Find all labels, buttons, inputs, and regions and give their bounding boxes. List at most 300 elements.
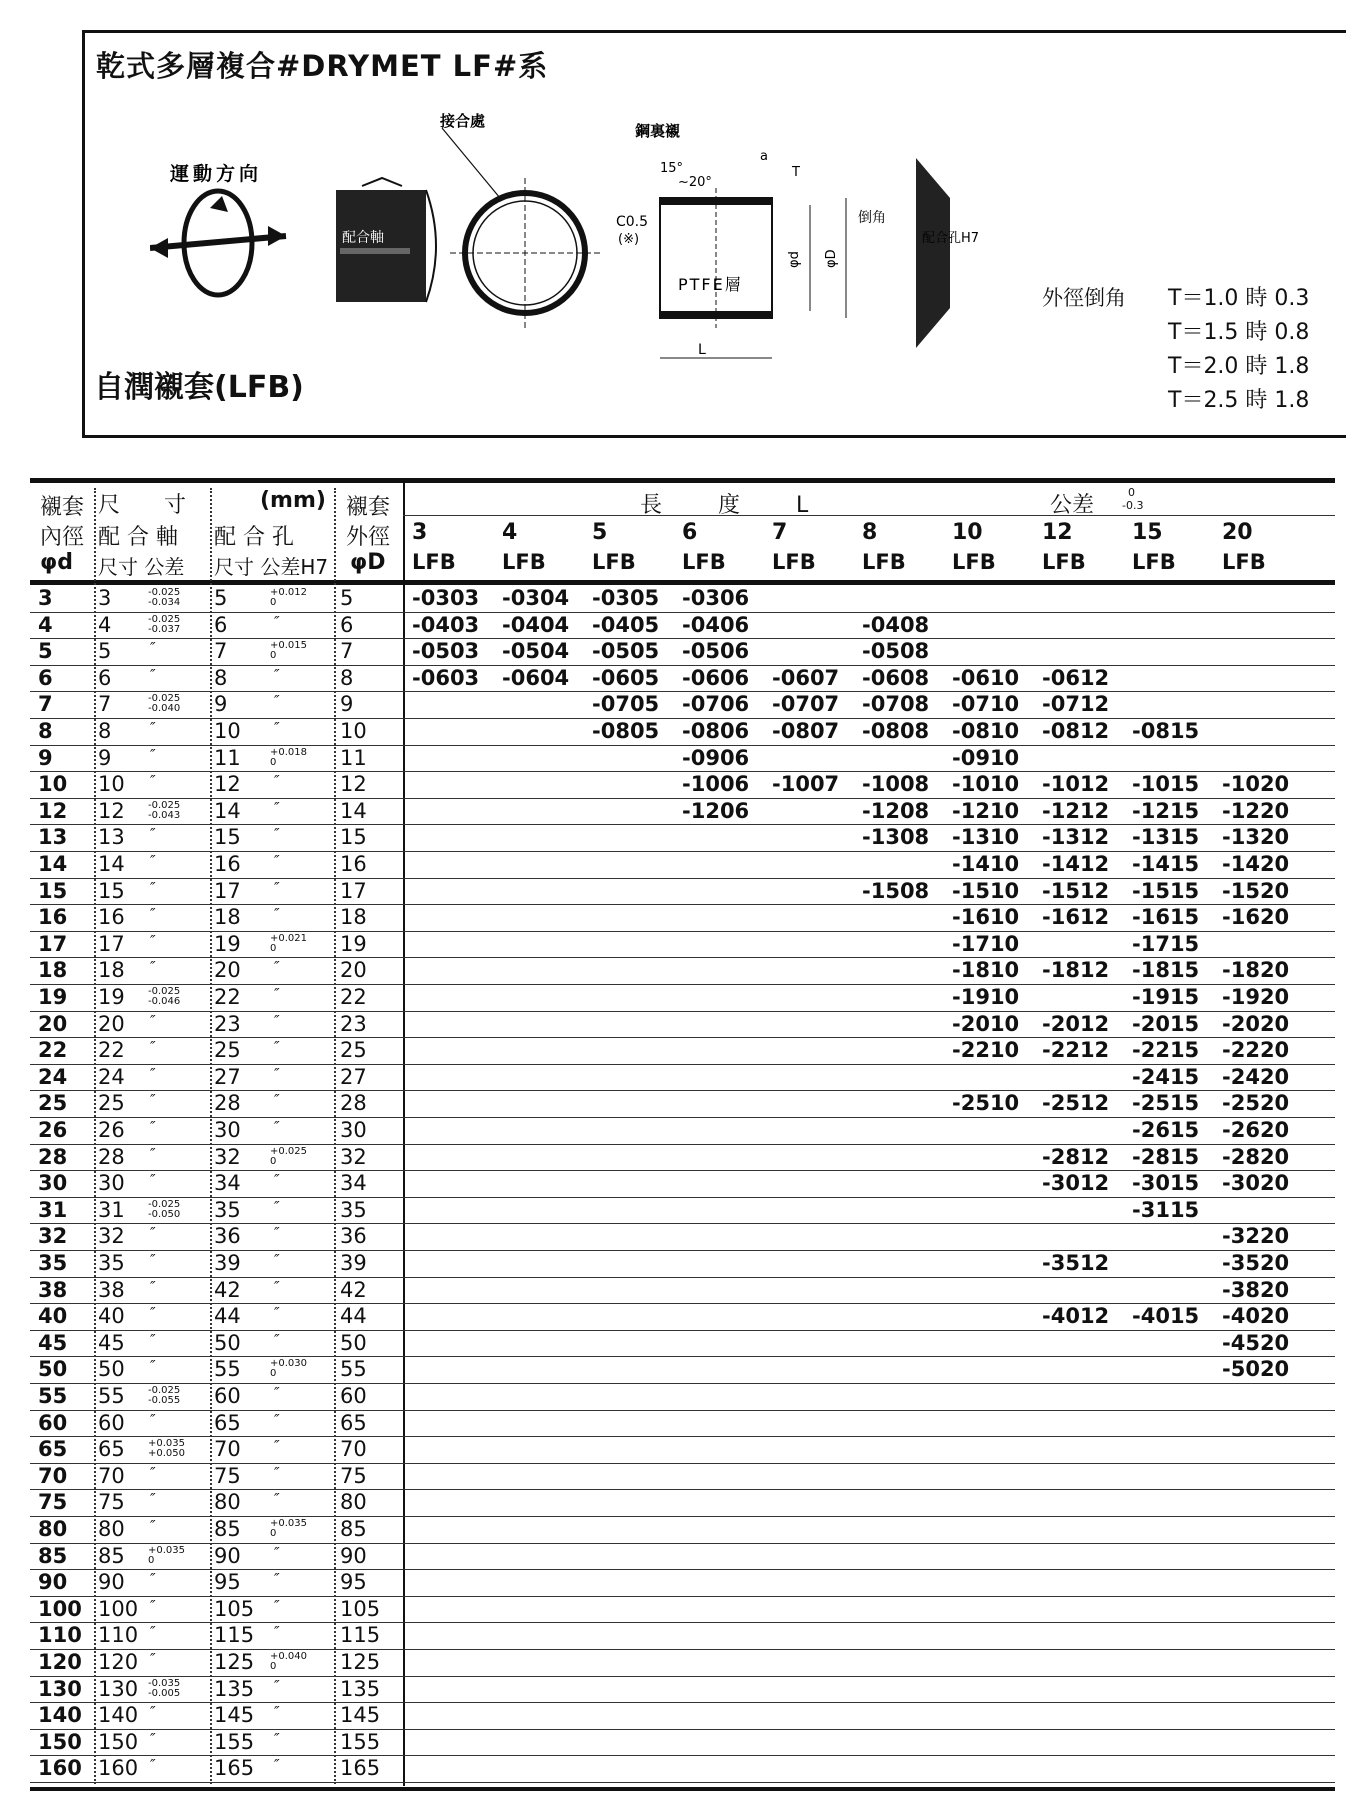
hole-tolerance: ″ <box>274 1277 280 1296</box>
outer-diameter: 125 <box>340 1650 381 1674</box>
shaft-tolerance: ″ <box>150 1091 156 1110</box>
part-number: -0508 <box>862 639 930 664</box>
part-number: -5020 <box>1222 1357 1290 1382</box>
hole-tolerance: ″ <box>274 1437 280 1456</box>
outer-diameter: 18 <box>340 905 367 930</box>
outer-diameter: 15 <box>340 825 367 850</box>
hole-size: 15 <box>214 825 241 850</box>
hole-tolerance: +0.018 0 <box>270 746 308 768</box>
hole-size: 44 <box>214 1304 241 1329</box>
hole-size: 135 <box>214 1676 255 1701</box>
outer-diameter: 19 <box>340 931 367 956</box>
inner-diameter: 130 <box>38 1676 82 1701</box>
outer-diameter: 11 <box>340 745 367 770</box>
product-name: 自潤襯套(LFB) <box>94 370 304 405</box>
part-number: -1920 <box>1222 985 1290 1009</box>
hole-tolerance: ″ <box>274 612 280 631</box>
shaft-size: 60 <box>98 1410 125 1435</box>
shaft-tolerance: ″ <box>150 1357 156 1376</box>
h-inner-3: φd <box>40 550 73 575</box>
h-tol: 公差 <box>1050 493 1095 518</box>
shaft-tolerance: ″ <box>150 1517 156 1535</box>
hole-size: 23 <box>214 1011 241 1036</box>
part-number: -0706 <box>682 692 750 717</box>
hole-tolerance: ″ <box>274 905 280 924</box>
h-mm: (mm) <box>260 488 326 513</box>
part-number: -2620 <box>1222 1118 1290 1142</box>
svg-text:a: a <box>760 149 768 164</box>
part-number: -1206 <box>682 798 750 823</box>
h-outer-1: 襯套 <box>346 495 391 520</box>
shaft-size: 65 <box>98 1437 125 1462</box>
part-number: -3115 <box>1132 1197 1200 1222</box>
part-number: -1210 <box>952 798 1020 823</box>
shaft-tolerance: -0.025 -0.037 <box>148 613 181 635</box>
svg-text:φd: φd <box>787 251 802 268</box>
part-number: -0603 <box>412 665 480 690</box>
part-number: -1208 <box>862 798 930 823</box>
hole-size: 14 <box>214 798 241 823</box>
shaft-tolerance: ″ <box>150 639 156 658</box>
inner-diameter: 70 <box>38 1463 68 1488</box>
part-number: -1008 <box>862 772 930 797</box>
shaft-tolerance: ″ <box>150 1330 156 1349</box>
outer-diameter: 145 <box>340 1703 381 1728</box>
part-number: -1020 <box>1222 772 1290 797</box>
part-number: -2210 <box>952 1038 1020 1063</box>
outer-diameter: 17 <box>340 878 367 903</box>
hole-tolerance: ″ <box>274 772 280 791</box>
part-number: -0810 <box>952 719 1020 743</box>
hole-tolerance: ″ <box>274 1703 280 1722</box>
shaft-size: 80 <box>98 1517 125 1541</box>
shaft-size: 5 <box>98 639 112 664</box>
inner-diameter: 14 <box>38 852 68 876</box>
shaft-tolerance: ″ <box>150 1729 156 1748</box>
shaft-size: 4 <box>98 612 112 637</box>
part-number: -1007 <box>772 772 840 797</box>
hole-tolerance: ″ <box>274 692 280 711</box>
hole-size: 85 <box>214 1517 241 1541</box>
hole-tolerance: ″ <box>274 1064 280 1083</box>
outer-diameter: 44 <box>340 1304 367 1329</box>
svg-text:倒角: 倒角 <box>858 210 886 226</box>
hole-size: 19 <box>214 931 241 956</box>
outer-diameter: 12 <box>340 772 367 797</box>
h-outer-3: φD <box>350 550 386 575</box>
hole-tolerance: ″ <box>274 1304 280 1323</box>
shaft-size: 150 <box>98 1729 139 1754</box>
hole-size: 75 <box>214 1463 241 1488</box>
outer-diameter: 35 <box>340 1197 367 1222</box>
length-header: 15 <box>1132 520 1163 545</box>
svg-text:(※): (※) <box>618 232 640 247</box>
part-number: -1515 <box>1132 878 1200 903</box>
inner-diameter: 30 <box>38 1171 68 1196</box>
inner-diameter: 15 <box>38 878 68 903</box>
hole-size: 30 <box>214 1118 241 1142</box>
hole-size: 80 <box>214 1490 241 1515</box>
outer-diameter: 8 <box>340 665 354 690</box>
lfb-label: LFB <box>772 550 816 574</box>
part-number: -2515 <box>1132 1091 1200 1116</box>
bushing-diagram <box>150 108 1010 398</box>
hole-tolerance: ″ <box>274 1570 280 1589</box>
part-number: -1015 <box>1132 772 1200 797</box>
part-number: -1412 <box>1042 852 1110 876</box>
hole-size: 20 <box>214 958 241 983</box>
shaft-size: 130 <box>98 1676 139 1701</box>
hole-tolerance: ″ <box>274 852 280 870</box>
shaft-size: 35 <box>98 1251 125 1275</box>
shaft-size: 55 <box>98 1384 125 1408</box>
shaft-size: 160 <box>98 1756 139 1781</box>
part-number: -2520 <box>1222 1091 1290 1116</box>
outer-diameter: 7 <box>340 639 354 664</box>
hole-tolerance: ″ <box>274 1676 280 1695</box>
shaft-tolerance: ″ <box>150 1064 156 1083</box>
hole-tolerance: +0.012 0 <box>270 587 308 608</box>
part-number: -1010 <box>952 772 1020 797</box>
col-sep <box>94 488 96 1784</box>
outer-diameter: 50 <box>340 1330 367 1355</box>
shaft-size: 10 <box>98 772 125 797</box>
part-number: -2015 <box>1132 1011 1200 1036</box>
part-number: -0504 <box>502 639 570 664</box>
shaft-tolerance: ″ <box>150 852 156 870</box>
outer-diameter: 22 <box>340 985 367 1009</box>
hole-tolerance: +0.035 0 <box>270 1518 308 1539</box>
joint-label: 接合處 <box>440 112 486 130</box>
hole-size: 8 <box>214 665 228 690</box>
svg-text:15°: 15° <box>660 161 684 176</box>
inner-diameter: 25 <box>38 1091 68 1116</box>
shaft-size: 50 <box>98 1357 125 1382</box>
hole-size: 60 <box>214 1384 241 1408</box>
length-header: 8 <box>862 520 878 545</box>
inner-diameter: 17 <box>38 931 68 956</box>
hole-tolerance: ″ <box>274 1330 280 1349</box>
length-header: 4 <box>502 520 518 545</box>
inner-diameter: 38 <box>38 1277 68 1302</box>
outer-diameter: 16 <box>340 852 367 876</box>
part-number: -0812 <box>1042 719 1110 743</box>
hole-size: 25 <box>214 1038 241 1063</box>
shaft-size: 7 <box>98 692 112 717</box>
inner-diameter: 28 <box>38 1144 68 1169</box>
inner-diameter: 18 <box>38 958 68 983</box>
outer-diameter: 10 <box>340 719 367 743</box>
part-number: -1612 <box>1042 905 1110 930</box>
part-number: -3220 <box>1222 1224 1290 1249</box>
h-inner-2: 內徑 <box>40 525 85 550</box>
part-number: -0604 <box>502 665 570 690</box>
shaft-tolerance: ″ <box>150 1118 156 1136</box>
hole-tolerance: ″ <box>274 719 280 737</box>
outer-diameter: 165 <box>340 1756 381 1781</box>
shaft-label: 配合軸 <box>342 230 384 246</box>
outer-diameter: 6 <box>340 612 354 637</box>
hole-tolerance: +0.025 0 <box>270 1145 308 1167</box>
col-sep <box>334 488 336 1784</box>
hole-size: 155 <box>214 1729 255 1754</box>
shaft-size: 40 <box>98 1304 125 1329</box>
shaft-tolerance: -0.025 -0.050 <box>148 1198 181 1220</box>
header-subrule <box>403 515 1335 516</box>
hole-size: 42 <box>214 1277 241 1302</box>
inner-diameter: 80 <box>38 1517 68 1541</box>
table-header-rule <box>30 580 1335 585</box>
lfb-label: LFB <box>1222 550 1266 574</box>
hole-size: 125 <box>214 1650 255 1674</box>
shaft-tolerance: -0.025 -0.034 <box>148 587 181 608</box>
part-number: -0404 <box>502 612 570 637</box>
hole-tolerance: ″ <box>274 1171 280 1190</box>
shaft-size: 100 <box>98 1596 139 1621</box>
inner-diameter: 85 <box>38 1543 68 1568</box>
hole-tolerance: ″ <box>274 1463 280 1482</box>
part-number: -0505 <box>592 639 660 664</box>
hole-size: 22 <box>214 985 241 1009</box>
hole-tolerance: ″ <box>274 1118 280 1136</box>
part-number: -1420 <box>1222 852 1290 876</box>
inner-diameter: 120 <box>38 1650 82 1674</box>
shaft-tolerance: ″ <box>150 1171 156 1190</box>
part-number: -0605 <box>592 665 660 690</box>
part-number: -3020 <box>1222 1171 1290 1196</box>
hole-size: 12 <box>214 772 241 797</box>
hole-tolerance: ″ <box>274 825 280 844</box>
shaft-size: 20 <box>98 1011 125 1036</box>
inner-diameter: 32 <box>38 1224 68 1249</box>
part-number: -0503 <box>412 639 480 664</box>
inner-diameter: 160 <box>38 1756 82 1781</box>
outer-diameter: 9 <box>340 692 354 717</box>
shaft-size: 120 <box>98 1650 139 1674</box>
part-number: -0306 <box>682 586 750 610</box>
shaft-tolerance: ″ <box>150 1623 156 1642</box>
shaft-tolerance: ″ <box>150 1756 156 1775</box>
outer-diameter: 23 <box>340 1011 367 1036</box>
shaft-size: 45 <box>98 1330 125 1355</box>
part-number: -1006 <box>682 772 750 797</box>
part-number: -3012 <box>1042 1171 1110 1196</box>
hole-tolerance: ″ <box>274 1224 280 1243</box>
inner-diameter: 3 <box>38 586 53 610</box>
part-number: -0408 <box>862 612 930 637</box>
h-shaft: 配 合 軸 <box>98 525 178 550</box>
outer-diameter: 5 <box>340 586 354 610</box>
hole-size: 9 <box>214 692 228 717</box>
inner-diameter: 110 <box>38 1623 82 1648</box>
inner-diameter: 45 <box>38 1330 68 1355</box>
inner-diameter: 90 <box>38 1570 68 1595</box>
chamfer-row: T＝2.0 時 1.8 <box>1168 354 1310 379</box>
part-number: -0707 <box>772 692 840 717</box>
shaft-tolerance: ″ <box>150 1251 156 1269</box>
part-number: -4020 <box>1222 1304 1290 1329</box>
part-number: -0710 <box>952 692 1020 717</box>
hole-size: 34 <box>214 1171 241 1196</box>
part-number: -0906 <box>682 745 750 770</box>
h-tol-sub: -0.3 <box>1122 499 1144 512</box>
chamfer-row: T＝1.5 時 0.8 <box>1168 320 1310 345</box>
part-number: -1710 <box>952 931 1020 956</box>
part-number: -3520 <box>1222 1251 1290 1275</box>
shaft-tolerance: ″ <box>150 1304 156 1323</box>
hole-size: 145 <box>214 1703 255 1728</box>
shaft-size: 3 <box>98 586 112 610</box>
inner-diameter: 4 <box>38 612 53 637</box>
shaft-tolerance: ″ <box>150 1410 156 1429</box>
h-tol-sup: 0 <box>1128 486 1135 499</box>
hole-tolerance: ″ <box>274 1011 280 1030</box>
h-size: 尺 寸 <box>98 493 187 518</box>
hole-size: 95 <box>214 1570 241 1595</box>
part-number: -0303 <box>412 586 480 610</box>
part-number: -3015 <box>1132 1171 1200 1196</box>
outer-diameter: 75 <box>340 1463 367 1488</box>
motion-arrows-icon <box>150 191 286 295</box>
part-number: -0305 <box>592 586 660 610</box>
part-number: -0815 <box>1132 719 1200 743</box>
outer-diameter: 36 <box>340 1224 367 1249</box>
part-number: -0712 <box>1042 692 1110 717</box>
hole-size: 27 <box>214 1064 241 1089</box>
inner-diameter: 20 <box>38 1011 68 1036</box>
shaft-tolerance: ″ <box>150 1596 156 1615</box>
hole-size: 17 <box>214 878 241 903</box>
col-sep <box>210 488 212 1784</box>
h-sub-hole: 尺寸 公差H7 <box>214 555 329 579</box>
inner-diameter: 40 <box>38 1304 68 1329</box>
outer-diameter: 155 <box>340 1729 381 1754</box>
shaft-size: 70 <box>98 1463 125 1488</box>
hole-tolerance: ″ <box>274 1251 280 1269</box>
shaft-size: 9 <box>98 745 112 770</box>
shaft-size: 8 <box>98 719 112 743</box>
part-number: -1508 <box>862 878 930 903</box>
part-number: -0705 <box>592 692 660 717</box>
series-title: 乾式多層複合#DRYMET LF#系 <box>96 49 549 83</box>
h-outer-2: 外徑 <box>346 525 391 550</box>
part-number: -2512 <box>1042 1091 1110 1116</box>
outer-diameter: 34 <box>340 1171 367 1196</box>
part-number: -1820 <box>1222 958 1290 983</box>
shaft-tolerance: +0.035 0 <box>148 1544 186 1566</box>
outer-diameter: 20 <box>340 958 367 983</box>
shaft-tolerance: ″ <box>150 1463 156 1482</box>
inner-diameter: 55 <box>38 1384 68 1408</box>
hole-tolerance: ″ <box>274 1384 280 1402</box>
hole-tolerance: ″ <box>274 798 280 817</box>
outer-diameter: 95 <box>340 1570 367 1595</box>
length-header: 20 <box>1222 520 1253 545</box>
lfb-label: LFB <box>502 550 546 574</box>
svg-text:L: L <box>698 342 706 358</box>
outer-diameter: 25 <box>340 1038 367 1063</box>
h-inner-1: 襯套 <box>40 495 85 520</box>
length-header: 12 <box>1042 520 1073 545</box>
part-number: -0506 <box>682 639 750 664</box>
part-number: -2815 <box>1132 1144 1200 1169</box>
h-length: 長 度 L <box>640 493 813 518</box>
outer-diameter: 105 <box>340 1596 381 1621</box>
length-header: 10 <box>952 520 983 545</box>
hole-tolerance: ″ <box>274 665 280 684</box>
shaft-size: 32 <box>98 1224 125 1249</box>
inner-diameter: 12 <box>38 798 68 823</box>
outer-diameter: 27 <box>340 1064 367 1089</box>
shaft-size: 16 <box>98 905 125 930</box>
shaft-tolerance: ″ <box>150 878 156 897</box>
lfb-label: LFB <box>682 550 726 574</box>
shaft-size: 6 <box>98 665 112 690</box>
hole-tolerance: ″ <box>274 1197 280 1216</box>
part-number: -0612 <box>1042 665 1110 690</box>
part-number: -1620 <box>1222 905 1290 930</box>
outer-diameter: 115 <box>340 1623 381 1648</box>
chamfer-rows <box>1168 282 1309 418</box>
shaft-tolerance: ″ <box>150 1490 156 1509</box>
hole-size: 65 <box>214 1410 241 1435</box>
shaft-tolerance: ″ <box>150 1224 156 1243</box>
shaft-tolerance: ″ <box>150 1703 156 1722</box>
part-number: -1012 <box>1042 772 1110 797</box>
part-number: -0806 <box>682 719 750 743</box>
shaft-size: 26 <box>98 1118 125 1142</box>
hole-tolerance: +0.021 0 <box>270 932 308 954</box>
inner-diameter: 100 <box>38 1596 82 1621</box>
lfb-label: LFB <box>412 550 456 574</box>
h-sub-shaft: 尺寸 公差 <box>98 555 185 579</box>
hole-tolerance: ″ <box>274 1490 280 1509</box>
inner-diameter: 13 <box>38 825 68 850</box>
part-number: -4015 <box>1132 1304 1200 1329</box>
hole-tolerance: +0.015 0 <box>270 640 308 662</box>
inner-diameter: 7 <box>38 692 53 717</box>
lfb-label: LFB <box>592 550 636 574</box>
hole-tolerance: ″ <box>274 878 280 897</box>
part-number: -3820 <box>1222 1277 1290 1302</box>
shaft-size: 140 <box>98 1703 139 1728</box>
part-number: -1510 <box>952 878 1020 903</box>
table-top-rule <box>30 478 1335 483</box>
part-number: -1910 <box>952 985 1020 1009</box>
outer-diameter: 55 <box>340 1357 367 1382</box>
shaft-size: 22 <box>98 1038 125 1063</box>
shaft-size: 15 <box>98 878 125 903</box>
inner-diameter: 5 <box>38 639 53 664</box>
row-rule <box>30 1782 1335 1783</box>
shaft-tolerance: -0.025 -0.055 <box>148 1385 181 1406</box>
hole-tolerance: ″ <box>274 1038 280 1057</box>
shaft-size: 38 <box>98 1277 125 1302</box>
shaft-tolerance: ″ <box>150 665 156 684</box>
part-number: -1610 <box>952 905 1020 930</box>
shaft-tolerance: ″ <box>150 1277 156 1296</box>
inner-diameter: 22 <box>38 1038 68 1063</box>
outer-diameter: 32 <box>340 1144 367 1169</box>
outer-diameter: 60 <box>340 1384 367 1408</box>
hole-tolerance: ″ <box>274 1543 280 1562</box>
outer-diameter: 30 <box>340 1118 367 1142</box>
part-number: -0403 <box>412 612 480 637</box>
part-number: -2212 <box>1042 1038 1110 1063</box>
hole-size: 7 <box>214 639 228 664</box>
outer-diameter: 14 <box>340 798 367 823</box>
shaft-tolerance: +0.035 +0.050 <box>148 1438 186 1460</box>
